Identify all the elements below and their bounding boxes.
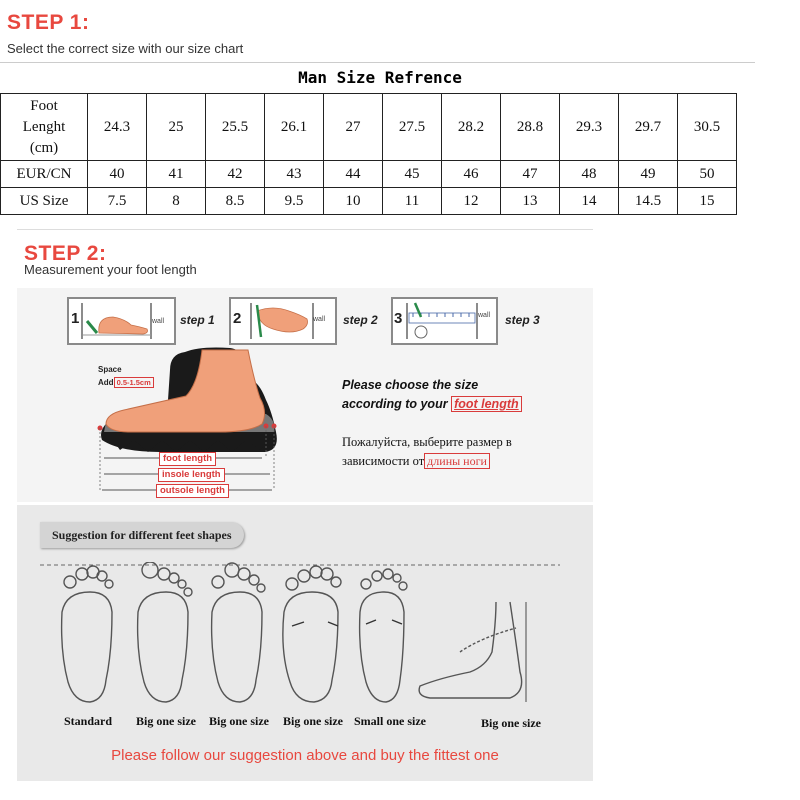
ruler-icon (393, 299, 496, 343)
step-label: step 2 (343, 313, 378, 327)
wall-label: wall (152, 318, 165, 325)
step1-subtitle: Select the correct size with our size chart (7, 41, 244, 56)
foot-shape-label: Big one size (136, 714, 196, 728)
table-cell: 29.3 (560, 94, 619, 161)
foot-shape-label: Big one size (481, 716, 541, 730)
table-cell: 45 (383, 161, 442, 188)
table-cell: 10 (324, 188, 383, 215)
table-row (1, 94, 737, 161)
divider (17, 229, 593, 230)
table-cell: 48 (560, 161, 619, 188)
table-cell: 43 (265, 161, 324, 188)
feet-shapes-illustration (40, 562, 590, 712)
foot-shape-label: Big one size (209, 714, 269, 728)
wall-label: wall (478, 312, 491, 319)
table-cell: 50 (678, 161, 737, 188)
wall-label: wall (313, 316, 326, 323)
table-cell: 14 (560, 188, 619, 215)
foot-shape-label: Small one size (354, 714, 426, 728)
table-cell: 27.5 (383, 94, 442, 161)
step-number: 2 (233, 310, 242, 327)
divider (0, 62, 755, 63)
step-number: 3 (394, 310, 403, 327)
size-chart-table (0, 93, 737, 215)
table-cell: 25 (147, 94, 206, 161)
table-cell: 40 (88, 161, 147, 188)
insole-length-label: insole length (158, 468, 225, 482)
space-label: Space (98, 365, 122, 374)
outsole-length-label: outsole length (156, 484, 229, 498)
table-cell: 9.5 (265, 188, 324, 215)
table-cell: 30.5 (678, 94, 737, 161)
step3-illustration-box (391, 297, 498, 345)
table-cell: 25.5 (206, 94, 265, 161)
table-cell: 14.5 (619, 188, 678, 215)
add-range: 0.5-1.5cm (114, 377, 154, 388)
russian-text-line1: Пожалуйста, выберите размер в (342, 435, 512, 449)
table-cell: 29.7 (619, 94, 678, 161)
row-header-eur-cn: EUR/CN (1, 161, 88, 188)
step1-title: STEP 1: (7, 11, 90, 34)
choose-size-text-line2: according to your foot length (342, 397, 522, 411)
table-cell: 41 (147, 161, 206, 188)
table-cell: 15 (678, 188, 737, 215)
size-table-title: Man Size Refrence (298, 68, 462, 87)
step-label: step 1 (180, 313, 215, 327)
row-header-foot-length: Foot Lenght (cm) (1, 94, 88, 161)
table-cell: 28.8 (501, 94, 560, 161)
step2-title: STEP 2: (24, 242, 107, 265)
step-label: step 3 (505, 313, 540, 327)
table-cell: 24.3 (88, 94, 147, 161)
table-cell: 46 (442, 161, 501, 188)
table-cell: 13 (501, 188, 560, 215)
table-cell: 12 (442, 188, 501, 215)
table-cell: 42 (206, 161, 265, 188)
row-header-us-size: US Size (1, 188, 88, 215)
step2-subtitle: Measurement your foot length (24, 262, 197, 277)
foot-shape-label: Standard (64, 714, 113, 728)
table-cell: 47 (501, 161, 560, 188)
table-cell: 27 (324, 94, 383, 161)
foot-length-highlight: foot length (451, 396, 522, 412)
add-label: Add 0.5-1.5cm (98, 378, 154, 387)
choose-size-text-line1: Please choose the size (342, 378, 479, 392)
table-row (1, 161, 737, 188)
table-cell: 8.5 (206, 188, 265, 215)
foot-shape-label: Big one size (283, 714, 343, 728)
table-cell: 44 (324, 161, 383, 188)
table-cell: 28.2 (442, 94, 501, 161)
russian-text-line2: зависимости от длины ноги (342, 454, 490, 469)
suggestion-title: Suggestion for different feet shapes (40, 522, 244, 548)
table-cell: 7.5 (88, 188, 147, 215)
russian-highlight: длины ноги (424, 453, 490, 469)
table-row (1, 188, 737, 215)
step-number: 1 (71, 310, 80, 327)
table-cell: 26.1 (265, 94, 324, 161)
follow-suggestion-text: Please follow our suggestion above and buy the fittest one (111, 747, 499, 764)
table-cell: 49 (619, 161, 678, 188)
foot-length-label: foot length (159, 452, 216, 466)
table-cell: 8 (147, 188, 206, 215)
table-cell: 11 (383, 188, 442, 215)
